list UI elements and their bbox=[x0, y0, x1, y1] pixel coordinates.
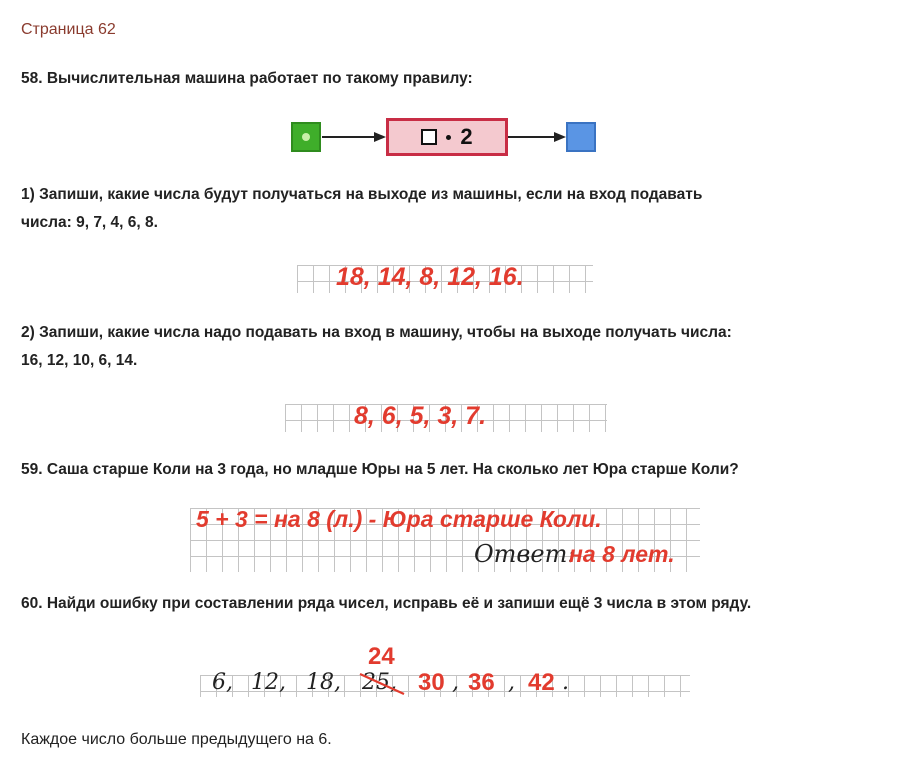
continuation-item: 36 bbox=[468, 669, 495, 696]
answer-2: 8, 6, 5, 3, 7. bbox=[354, 402, 487, 430]
question-1-line-1: 1) Запиши, какие числа будут получаться на выходе из машины, если на вход подавать bbox=[21, 186, 703, 203]
machine-label: 2 bbox=[460, 124, 473, 149]
multiply-dot-icon bbox=[446, 135, 451, 140]
wrong-series-item: 25, bbox=[362, 670, 397, 695]
input-square-icon bbox=[291, 122, 321, 152]
machine-box bbox=[386, 118, 508, 156]
task-58-title: 58. Вычислительная машина работает по такому правилу: bbox=[21, 70, 473, 87]
series-item: 6, bbox=[212, 670, 233, 695]
empty-square-icon bbox=[421, 129, 437, 145]
question-1-line-2: числа: 9, 7, 4, 6, 8. bbox=[21, 214, 158, 231]
arrow-line bbox=[508, 136, 554, 138]
correction-number: 24 bbox=[368, 643, 395, 670]
continuation-item: , bbox=[508, 670, 515, 695]
strike-mark bbox=[356, 666, 408, 700]
continuation-item: 42 bbox=[528, 669, 555, 696]
continuation-item: . bbox=[562, 670, 569, 695]
arrow-icon bbox=[374, 132, 386, 142]
explanation-note: Каждое число больше предыдущего на 6. bbox=[21, 731, 332, 748]
task-59-title: 59. Саша старше Коли на 3 года, но младше Юры на 5 лет. На сколько лет Юра старше Коли? bbox=[21, 461, 739, 478]
question-2-line-1: 2) Запиши, какие числа надо подавать на вход в машину, чтобы на выходе получать числа: bbox=[21, 324, 732, 341]
continuation-item: , bbox=[452, 670, 459, 695]
series-item: 12, bbox=[251, 670, 286, 695]
page-title: Страница 62 bbox=[21, 21, 116, 38]
continuation-item: 30 bbox=[418, 669, 445, 696]
series-item: 18, bbox=[306, 670, 341, 695]
output-square-icon bbox=[566, 122, 596, 152]
answer-value: на 8 лет. bbox=[569, 541, 675, 567]
arrow-icon bbox=[554, 132, 566, 142]
arrow-line bbox=[322, 136, 374, 138]
task-60-title: 60. Найди ошибку при составлении ряда чисел, исправь её и запиши ещё 3 числа в этом ряду. bbox=[21, 595, 752, 612]
answer-label: Ответ: bbox=[474, 540, 576, 568]
question-2-line-2: 16, 12, 10, 6, 14. bbox=[21, 352, 138, 369]
answer-1: 18, 14, 8, 12, 16. bbox=[336, 263, 524, 291]
solution-text: 5 + 3 = на 8 (л.) - Юра старше Коли. bbox=[196, 506, 602, 532]
